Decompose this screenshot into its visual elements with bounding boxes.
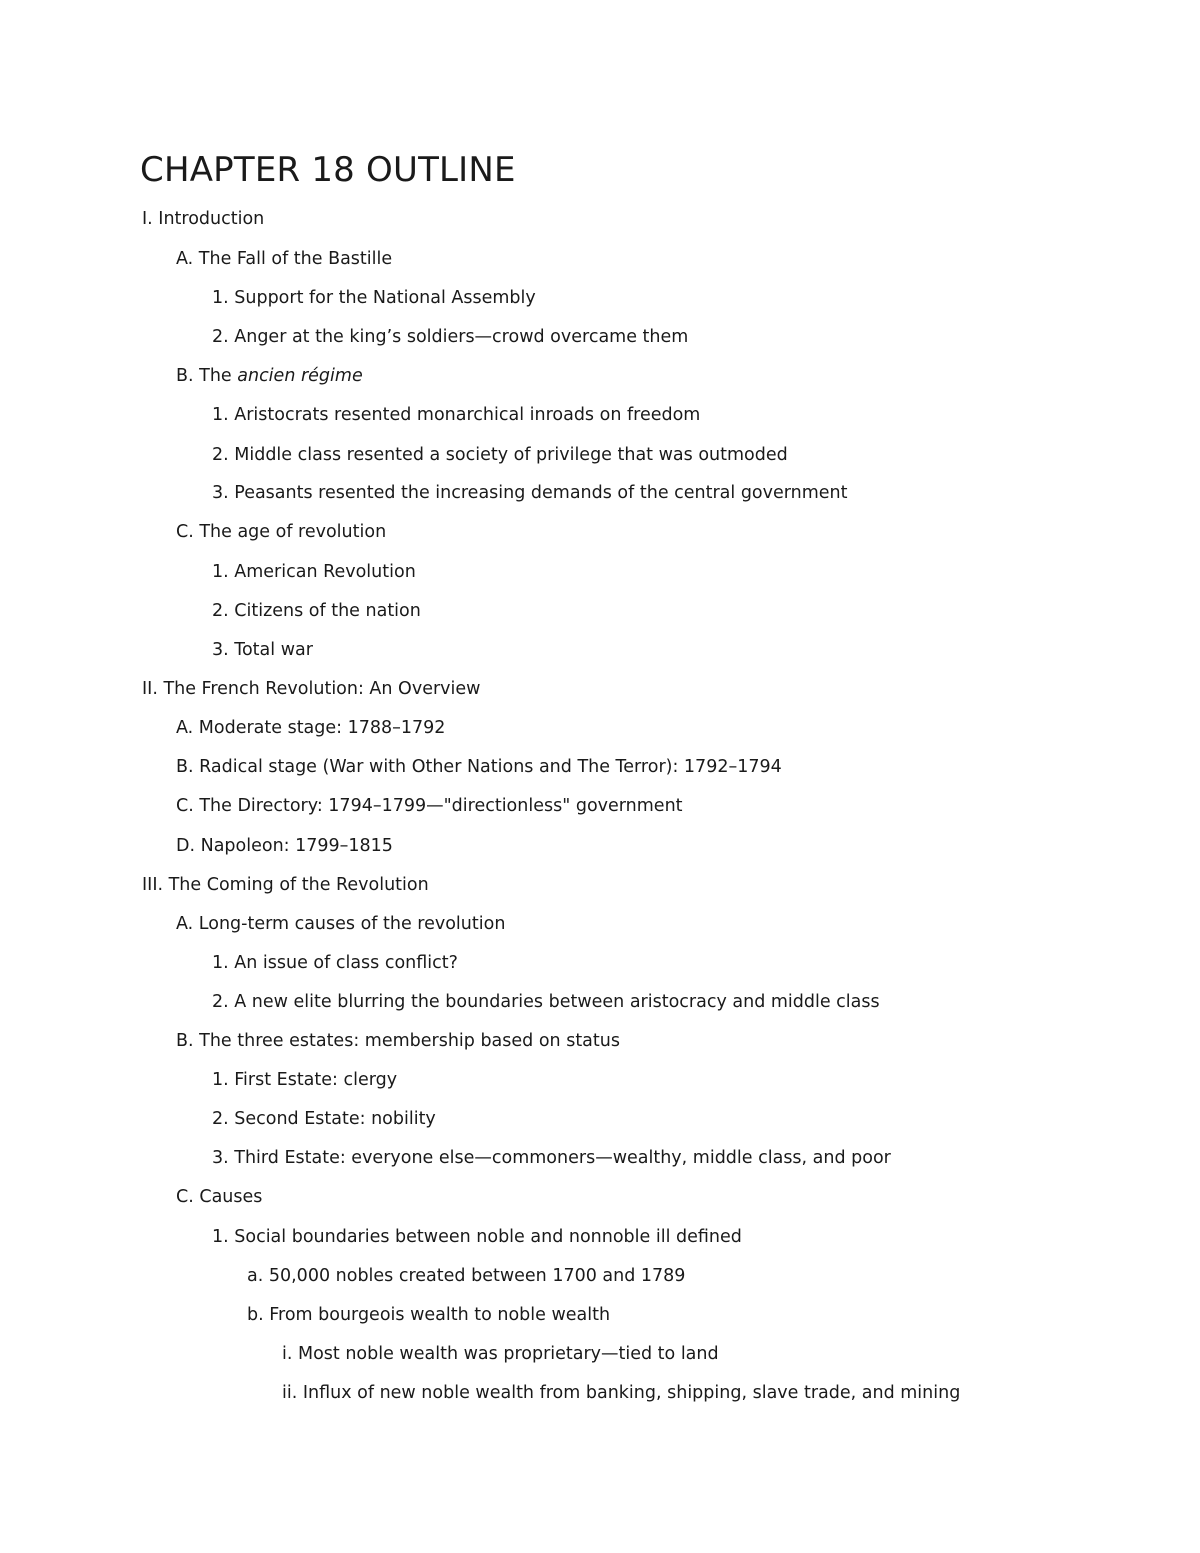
outline-heading: I. Introduction <box>142 209 265 229</box>
outline-item: A. Long-term causes of the revolution <box>176 914 506 934</box>
outline-item: a. 50,000 nobles created between 1700 and 1789 <box>247 1266 686 1286</box>
outline-item: b. From bourgeois wealth to noble wealth <box>247 1305 611 1325</box>
outline-item: 3. Total war <box>212 640 313 660</box>
outline-item: 2. Anger at the king’s soldiers—crowd overcame them <box>212 327 689 347</box>
outline-item: 1. American Revolution <box>212 562 416 582</box>
outline-item: C. Causes <box>176 1187 263 1207</box>
outline-item-italic: ancien régime <box>237 366 363 386</box>
outline-item: 1. An issue of class conflict? <box>212 953 458 973</box>
outline-item: ii. Influx of new noble wealth from banking, shipping, slave trade, and mining <box>282 1383 961 1403</box>
outline-item <box>176 365 363 387</box>
outline-item: 2. Citizens of the nation <box>212 601 421 621</box>
outline-heading: II. The French Revolution: An Overview <box>142 679 481 699</box>
outline-item: 2. A new elite blurring the boundaries between aristocracy and middle class <box>212 992 880 1012</box>
outline-item: C. The Directory: 1794–1799—"directionless" government <box>176 796 683 816</box>
outline-item: 1. Aristocrats resented monarchical inroads on freedom <box>212 405 701 425</box>
outline-item: 1. Social boundaries between noble and nonnoble ill defined <box>212 1227 742 1247</box>
outline-item: D. Napoleon: 1799–1815 <box>176 836 393 856</box>
outline-item: 2. Middle class resented a society of privilege that was outmoded <box>212 445 788 465</box>
outline-item: 1. Support for the National Assembly <box>212 288 536 308</box>
outline-heading: III. The Coming of the Revolution <box>142 875 429 895</box>
outline-item: i. Most noble wealth was proprietary—tied to land <box>282 1344 719 1364</box>
outline-item: C. The age of revolution <box>176 522 387 542</box>
outline-item: 3. Peasants resented the increasing demands of the central government <box>212 483 848 503</box>
outline-item: A. Moderate stage: 1788–1792 <box>176 718 446 738</box>
outline-item-prefix: B. The <box>176 366 238 386</box>
outline-item: 2. Second Estate: nobility <box>212 1109 436 1129</box>
outline-item: 3. Third Estate: everyone else—commoners—wealthy, middle class, and poor <box>212 1148 891 1168</box>
outline-item: B. Radical stage (War with Other Nations and The Terror): 1792–1794 <box>176 757 782 777</box>
outline-item: B. The three estates: membership based on status <box>176 1031 620 1051</box>
document-title: CHAPTER 18 OUTLINE <box>140 150 516 190</box>
outline-item: 1. First Estate: clergy <box>212 1070 398 1090</box>
outline-item: A. The Fall of the Bastille <box>176 249 393 269</box>
